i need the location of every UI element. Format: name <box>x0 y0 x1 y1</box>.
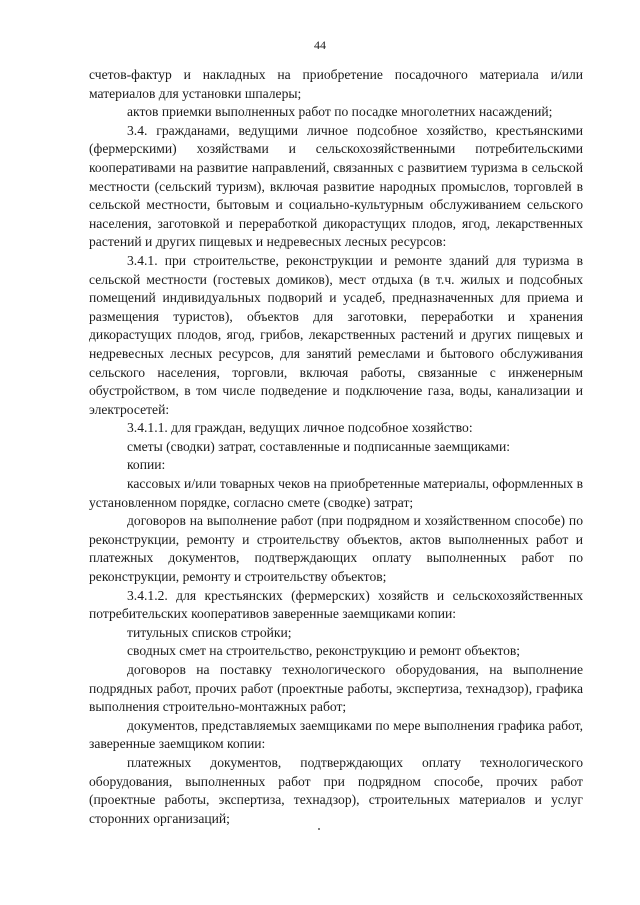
paragraph-summary-estimates: сводных смет на строительство, реконструкцию и ремонт объектов; <box>127 643 521 659</box>
paragraph-payment-documents: платежных документов, подтверждающих оплату технологического оборудования, выполненных работ при подрядном способе, прочих работ (проектные работы, экспертиза, технадзор), строительных материалов и услуг сторонних организаций; <box>89 754 583 826</box>
paragraph-supply-contracts: договоров на поставку технологического оборудования, на выполнение подрядных работ, прочих работ (проектные работы, экспертиза, технадзор), графика выполнения строительно-монтажных работ; <box>89 662 583 715</box>
paragraph-receipts: кассовых и/или товарных чеков на приобретенные материалы, оформленных в установленном порядке, согласно смете (сводке) затрат; <box>89 476 583 510</box>
document-body <box>89 66 583 828</box>
paragraph-3-4-1-1: 3.4.1.1. для граждан, ведущих личное подсобное хозяйство: <box>127 420 473 436</box>
paragraph-invoices: счетов-фактур и накладных на приобретение посадочного материала и/или материалов для установки шпалеры; <box>89 67 583 101</box>
paragraph-3-4: 3.4. гражданами, ведущими личное подсобное хозяйство, крестьянскими (фермерскими) хозяйствами и сельскохозяйственными потребительскими кооперативами на развитие направлений, связанных с развитием туризма в сельской местности (сельский туризм), включая развитие народных промыслов, торговлей в сельской местности, бытовым и социально-культурным обслуживанием сельского населения, заготовкой и переработкой дикорастущих плодов, ягод, лекарственных растений и других пищевых и недревесных лесных ресурсов: <box>89 122 583 250</box>
paragraph-acceptance-acts: актов приемки выполненных работ по посадке многолетних насаждений; <box>127 104 553 120</box>
paragraph-copies: копии: <box>127 457 166 473</box>
paragraph-estimates: сметы (сводки) затрат, составленные и подписанные заемщиками: <box>127 438 511 454</box>
paragraph-documents-schedule: документов, представляемых заемщиками по мере выполнения графика работ, заверенные заемщиком копии: <box>89 717 583 752</box>
paragraph-3-4-1: 3.4.1. при строительстве, реконструкции и ремонте зданий для туризма в сельской местности (гостевых домиков), мест отдыха (в т.ч. жилых и подсобных помещений индивидуальных подворий и усадеб, предназначенных для приема и размещения туристов), объектов для заготовки, переработки и хранения дикорастущих плодов, ягод, грибов, лекарственных растений и других пищевых и недревесных лесных ресурсов, для занятий ремеслами и бытового обслуживания сельского населения, торговли, включая работы, связанные с инженерным обустройством, в том числе подведение и подключение газа, воды, канализации и электросетей: <box>89 252 583 417</box>
paragraph-title-lists: титульных списков стройки; <box>127 624 292 640</box>
paragraph-3-4-1-2: 3.4.1.2. для крестьянских (фермерских) хозяйств и сельскохозяйственных потребительских кооперативов заверенные заемщиками копии: <box>89 587 583 622</box>
page-number: 44 <box>314 38 326 52</box>
scan-speck <box>318 828 320 830</box>
paragraph-work-contracts: договоров на выполнение работ (при подрядном и хозяйственном способе) по реконструкции, ремонту и строительству объектов, актов выполненных работ и платежных документов, подтверждающих оплату выполненных работ по реконструкции, ремонту и строительству объектов; <box>89 513 583 585</box>
